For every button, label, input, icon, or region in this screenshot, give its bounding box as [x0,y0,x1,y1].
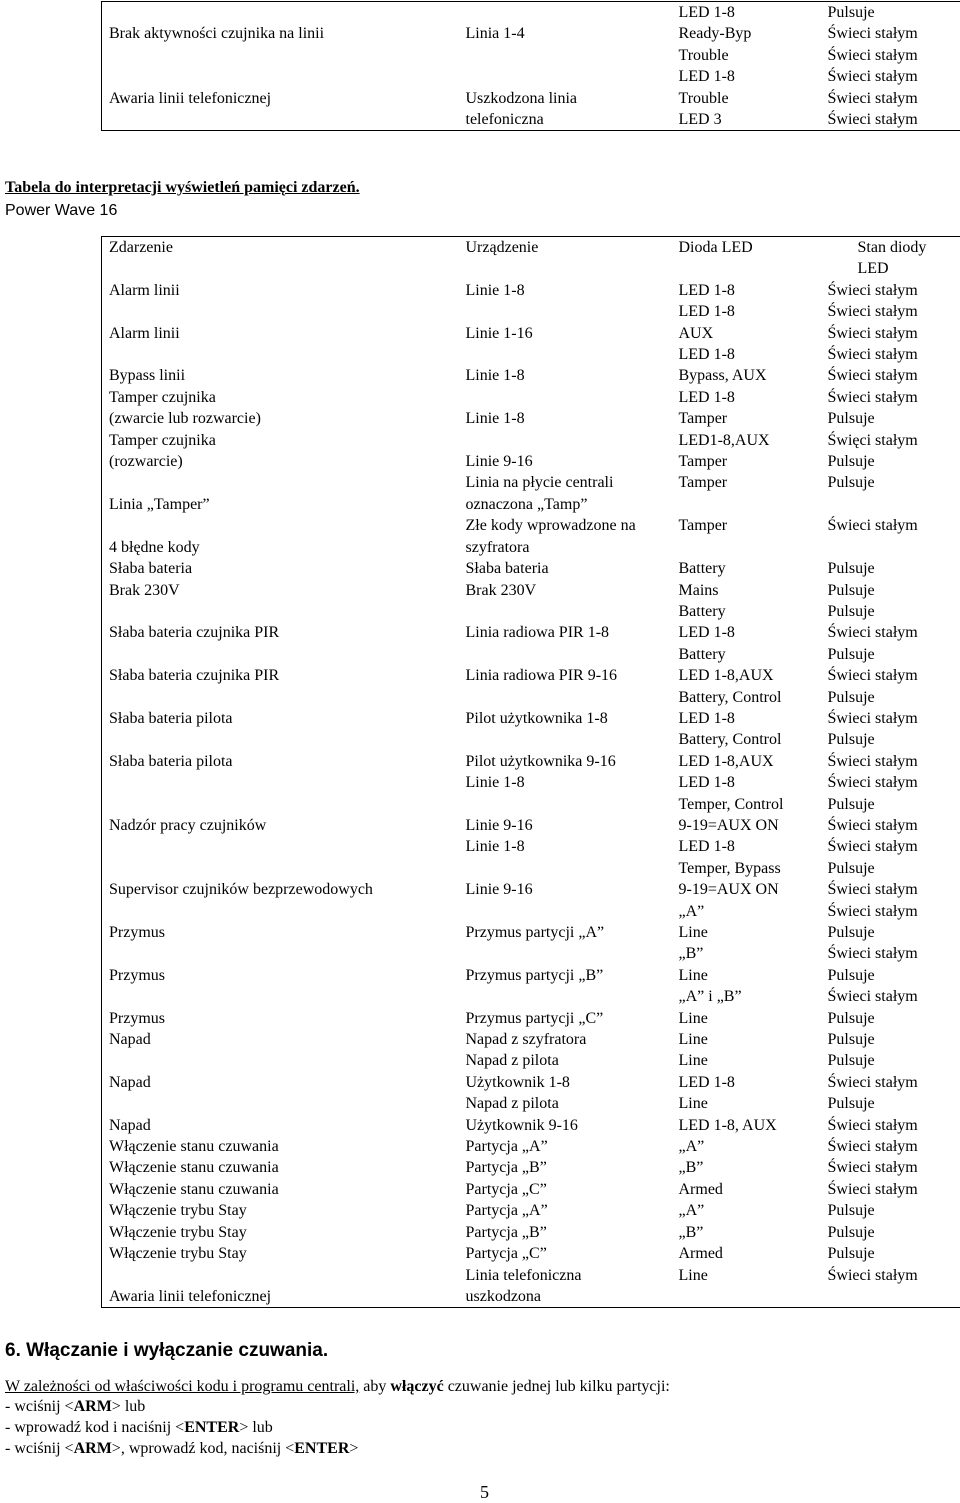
table-cell: Pulsuje [821,1029,960,1050]
table-row [102,644,960,687]
table-cell: Napad z pilota Użytkownik 9-16 [459,1093,672,1136]
table-cell: Włączenie trybu Stay [102,1222,459,1243]
table-cell: Linie 1-8 [459,280,672,301]
table-row [102,1265,960,1308]
table-cell: Przymus [102,901,459,944]
table-cell: Pulsuje Świeci stałym [821,729,960,772]
table-cell: Pulsuje [821,1222,960,1243]
table-cell: Pulsuje [821,1243,960,1264]
table-cell: Pulsuje Świeci stałym [821,601,960,644]
table-cell: Świeci stałym Świeci stałym [821,88,960,131]
table-row [102,1093,960,1136]
intro-bold: włączyć [390,1378,443,1395]
table-cell: Battery, Control LED 1-8,AUX [672,729,821,772]
table-cell: Przymus partycji „C” [459,986,672,1029]
table-cell: Line LED 1-8, AUX [672,1093,821,1136]
table-cell: LED1-8,AUX Tamper [672,430,821,473]
table-cell: Pulsuje Świeci stałym [821,644,960,687]
table-cell: Ready-Byp Trouble LED 1-8 [672,23,821,87]
table-cell: Alarm linii [102,301,459,344]
table-cell: Partycja „C” [459,1179,672,1200]
led-status-table-continued [101,1,960,131]
table-cell: Słaba bateria [102,558,459,579]
table-cell: Pulsuje [821,1200,960,1221]
table-row [102,943,960,986]
table-cell: Awaria linii telefonicznej [102,1265,459,1308]
instruction-item [5,1398,145,1416]
table-cell: Linie 1-8 [459,387,672,430]
table-cell: Linia radiowa PIR 9-16 [459,644,672,687]
table-cell: Tamper czujnika (zwarcie lub rozwarcie) [102,387,459,430]
table-cell: Świeci stałym Świeci stałym [821,344,960,387]
table-cell: „A” Line [672,901,821,944]
table-cell: Pilot użytkownika 1-8 [459,687,672,730]
intro-underlined: W zależności od właściwości kodu i programu centrali, [5,1378,359,1395]
table-cell: Słaba bateria [459,558,672,579]
table-cell: Przymus [102,943,459,986]
table-cell: Armed [672,1179,821,1200]
table-cell: Partycja „B” [459,1222,672,1243]
table-cell: LED 1-8 Bypass, AUX [672,344,821,387]
table-row [102,1200,960,1221]
section-intro [5,1378,670,1396]
table-cell: „B” [672,1157,821,1178]
table-cell: Linia telefoniczna uszkodzona [459,1265,672,1308]
event-memory-table-body [102,237,960,1308]
table-cell: Włączenie stanu czuwania [102,1179,459,1200]
key-name: ARM [74,1440,112,1457]
intro-end: czuwanie jednej lub kilku partycji: [444,1378,670,1395]
table-cell: Awaria linii telefonicznej [102,88,459,131]
table-cell: Trouble LED 3 [672,88,821,131]
table-row [102,1157,960,1178]
table-cell: Tamper czujnika (rozwarcie) [102,430,459,473]
table-cell: LED 1-8 Tamper [672,387,821,430]
table-cell: Linie 1-8 Linie 9-16 [459,836,672,900]
table-cell: LED 1-8 Temper, Bypass 9-19=AUX ON [672,836,821,900]
table-row [102,2,960,24]
table-cell: LED 1-8 [672,280,821,301]
section-heading: 6. Włączanie i wyłączanie czuwania. [5,1340,328,1362]
table-cell: Świeci stałym Świeci stałym [821,301,960,344]
column-header: Stan diody LED [821,237,960,280]
table-cell: Słaba bateria pilota [102,729,459,772]
instruction-text: - wprowadź kod i naciśnij < [5,1419,184,1436]
table-cell: Linie 9-16 [459,430,672,473]
table-cell: Line [672,1265,821,1308]
table-cell: Świeci stałym Pulsuje [821,943,960,986]
table-caption-title: Tabela do interpretacji wyświetleń pamięci zdarzeń. [5,179,360,197]
table-cell: 4 błędne kody [102,515,459,558]
table-cell: Świeci stałym Pulsuje [821,387,960,430]
top-table-body [102,2,960,131]
table-row [102,430,960,473]
table-row [102,580,960,601]
column-header: Dioda LED [672,237,821,280]
column-header: Urządzenie [459,237,672,280]
event-memory-table [101,236,960,1308]
table-cell: Świeci stałym Pulsuje Świeci stałym [821,836,960,900]
table-row [102,601,960,644]
instruction-text: - wciśnij < [5,1398,74,1415]
table-row [102,772,960,836]
table-row [102,515,960,558]
table-cell: Partycja „A” [459,1136,672,1157]
instruction-text: > lub [112,1398,145,1415]
key-name: ENTER [184,1419,239,1436]
table-cell: Pulsuje Świeci stałym [821,1050,960,1093]
column-header: Zdarzenie [102,237,459,280]
table-cell: Napad z szyfratora [459,1029,672,1050]
table-cell: Świeci stałym [821,515,960,558]
table-cell: Tamper [672,472,821,515]
table-cell: Słaba bateria czujnika PIR [102,601,459,644]
table-cell: Linia „Tamper” [102,472,459,515]
table-cell: Line LED 1-8 [672,1050,821,1093]
table-caption-subtitle: Power Wave 16 [5,202,117,220]
table-row [102,88,960,131]
table-cell: Linie 1-8 [459,344,672,387]
table-cell: Święci stałym Pulsuje [821,430,960,473]
table-header-row [102,237,960,280]
table-row [102,1050,960,1093]
table-cell: Battery, Control LED 1-8 [672,687,821,730]
table-cell: Napad [102,1093,459,1136]
table-cell: LED 1-8 [672,2,821,24]
table-cell: Świeci stałym Pulsuje Świeci stałym [821,772,960,836]
table-cell: Supervisor czujników bezprzewodowych [102,836,459,900]
table-cell: Battery [672,558,821,579]
table-cell: Słaba bateria pilota [102,687,459,730]
instruction-item [5,1440,358,1458]
table-row [102,344,960,387]
instruction-text: > lub [239,1419,272,1436]
table-row [102,558,960,579]
key-name: ENTER [294,1440,349,1457]
table-cell: Line [672,1029,821,1050]
table-row [102,729,960,772]
table-cell: Włączenie trybu Stay [102,1200,459,1221]
key-name: ARM [74,1398,112,1415]
table-cell: Linia 1-4 [459,23,672,87]
table-cell: „A” [672,1136,821,1157]
table-row [102,1222,960,1243]
table-cell: Świeci stałym [821,1136,960,1157]
table-cell: Przymus partycji „A” [459,901,672,944]
intro-mid: aby [359,1378,390,1395]
table-row [102,1243,960,1264]
table-row [102,687,960,730]
table-cell: Pulsuje [821,580,960,601]
table-cell: Battery LED 1-8 [672,601,821,644]
table-row [102,1179,960,1200]
table-cell: Złe kody wprowadzone na szyfratora [459,515,672,558]
table-cell: Świeci stałym [821,1157,960,1178]
table-cell [459,2,672,24]
table-row [102,986,960,1029]
table-cell: Świeci stałym [821,1265,960,1308]
table-cell: Armed [672,1243,821,1264]
table-cell: LED 1-8 Temper, Control 9-19=AUX ON [672,772,821,836]
table-cell: Pulsuje [821,558,960,579]
instruction-text: - wciśnij < [5,1440,74,1457]
table-cell: „A” [672,1200,821,1221]
table-cell: LED 1-8 AUX [672,301,821,344]
table-cell: Linia na płycie centrali oznaczona „Tamp” [459,472,672,515]
table-cell: Przymus partycji „B” [459,943,672,986]
table-row [102,901,960,944]
instruction-text: >, wprowadź kod, naciśnij < [112,1440,294,1457]
table-row [102,280,960,301]
table-row [102,836,960,900]
table-cell: Pulsuje [821,472,960,515]
table-cell: Pilot użytkownika 9-16 [459,729,672,772]
table-cell: Słaba bateria czujnika PIR [102,644,459,687]
table-cell: Włączenie stanu czuwania [102,1157,459,1178]
table-cell: Brak aktywności czujnika na linii [102,23,459,87]
instruction-text: > [349,1440,358,1457]
table-row [102,1029,960,1050]
table-cell: Linie 1-16 [459,301,672,344]
table-cell: Bypass linii [102,344,459,387]
table-cell [102,2,459,24]
table-cell: Włączenie trybu Stay [102,1243,459,1264]
table-cell: Napad [102,1050,459,1093]
table-cell: Nadzór pracy czujników [102,772,459,836]
table-cell: Tamper [672,515,821,558]
table-cell: Świeci stałym Pulsuje [821,901,960,944]
table-cell: Mains [672,580,821,601]
table-cell: Battery LED 1-8,AUX [672,644,821,687]
table-cell: Pulsuje Świeci stałym [821,1093,960,1136]
table-cell: Świeci stałym [821,1179,960,1200]
table-cell: Brak 230V [459,580,672,601]
table-cell: „B” Line [672,943,821,986]
table-cell: Partycja „A” [459,1200,672,1221]
table-row [102,472,960,515]
table-cell: Pulsuje [821,2,960,24]
instruction-item [5,1419,273,1437]
table-row [102,387,960,430]
table-cell: Włączenie stanu czuwania [102,1136,459,1157]
table-cell: Partycja „B” [459,1157,672,1178]
table-row [102,23,960,87]
table-row [102,301,960,344]
table-cell: Napad z pilota Użytkownik 1-8 [459,1050,672,1093]
table-cell: Alarm linii [102,280,459,301]
table-cell: Partycja „C” [459,1243,672,1264]
table-cell: Linie 1-8 Linie 9-16 [459,772,672,836]
table-cell: Świeci stałym Pulsuje [821,986,960,1029]
table-cell: Pulsuje Świeci stałym [821,687,960,730]
page-number: 5 [480,1482,489,1503]
table-cell: Świeci stałym [821,280,960,301]
table-cell: Świeci stałym Świeci stałym Świeci stałym [821,23,960,87]
table-row [102,1136,960,1157]
table-cell: „A” i „B” Line [672,986,821,1029]
table-cell: „B” [672,1222,821,1243]
table-cell: Brak 230V [102,580,459,601]
table-cell: Napad [102,1029,459,1050]
table-cell: Linia radiowa PIR 1-8 [459,601,672,644]
table-cell: Przymus [102,986,459,1029]
table-cell: Uszkodzona linia telefoniczna [459,88,672,131]
